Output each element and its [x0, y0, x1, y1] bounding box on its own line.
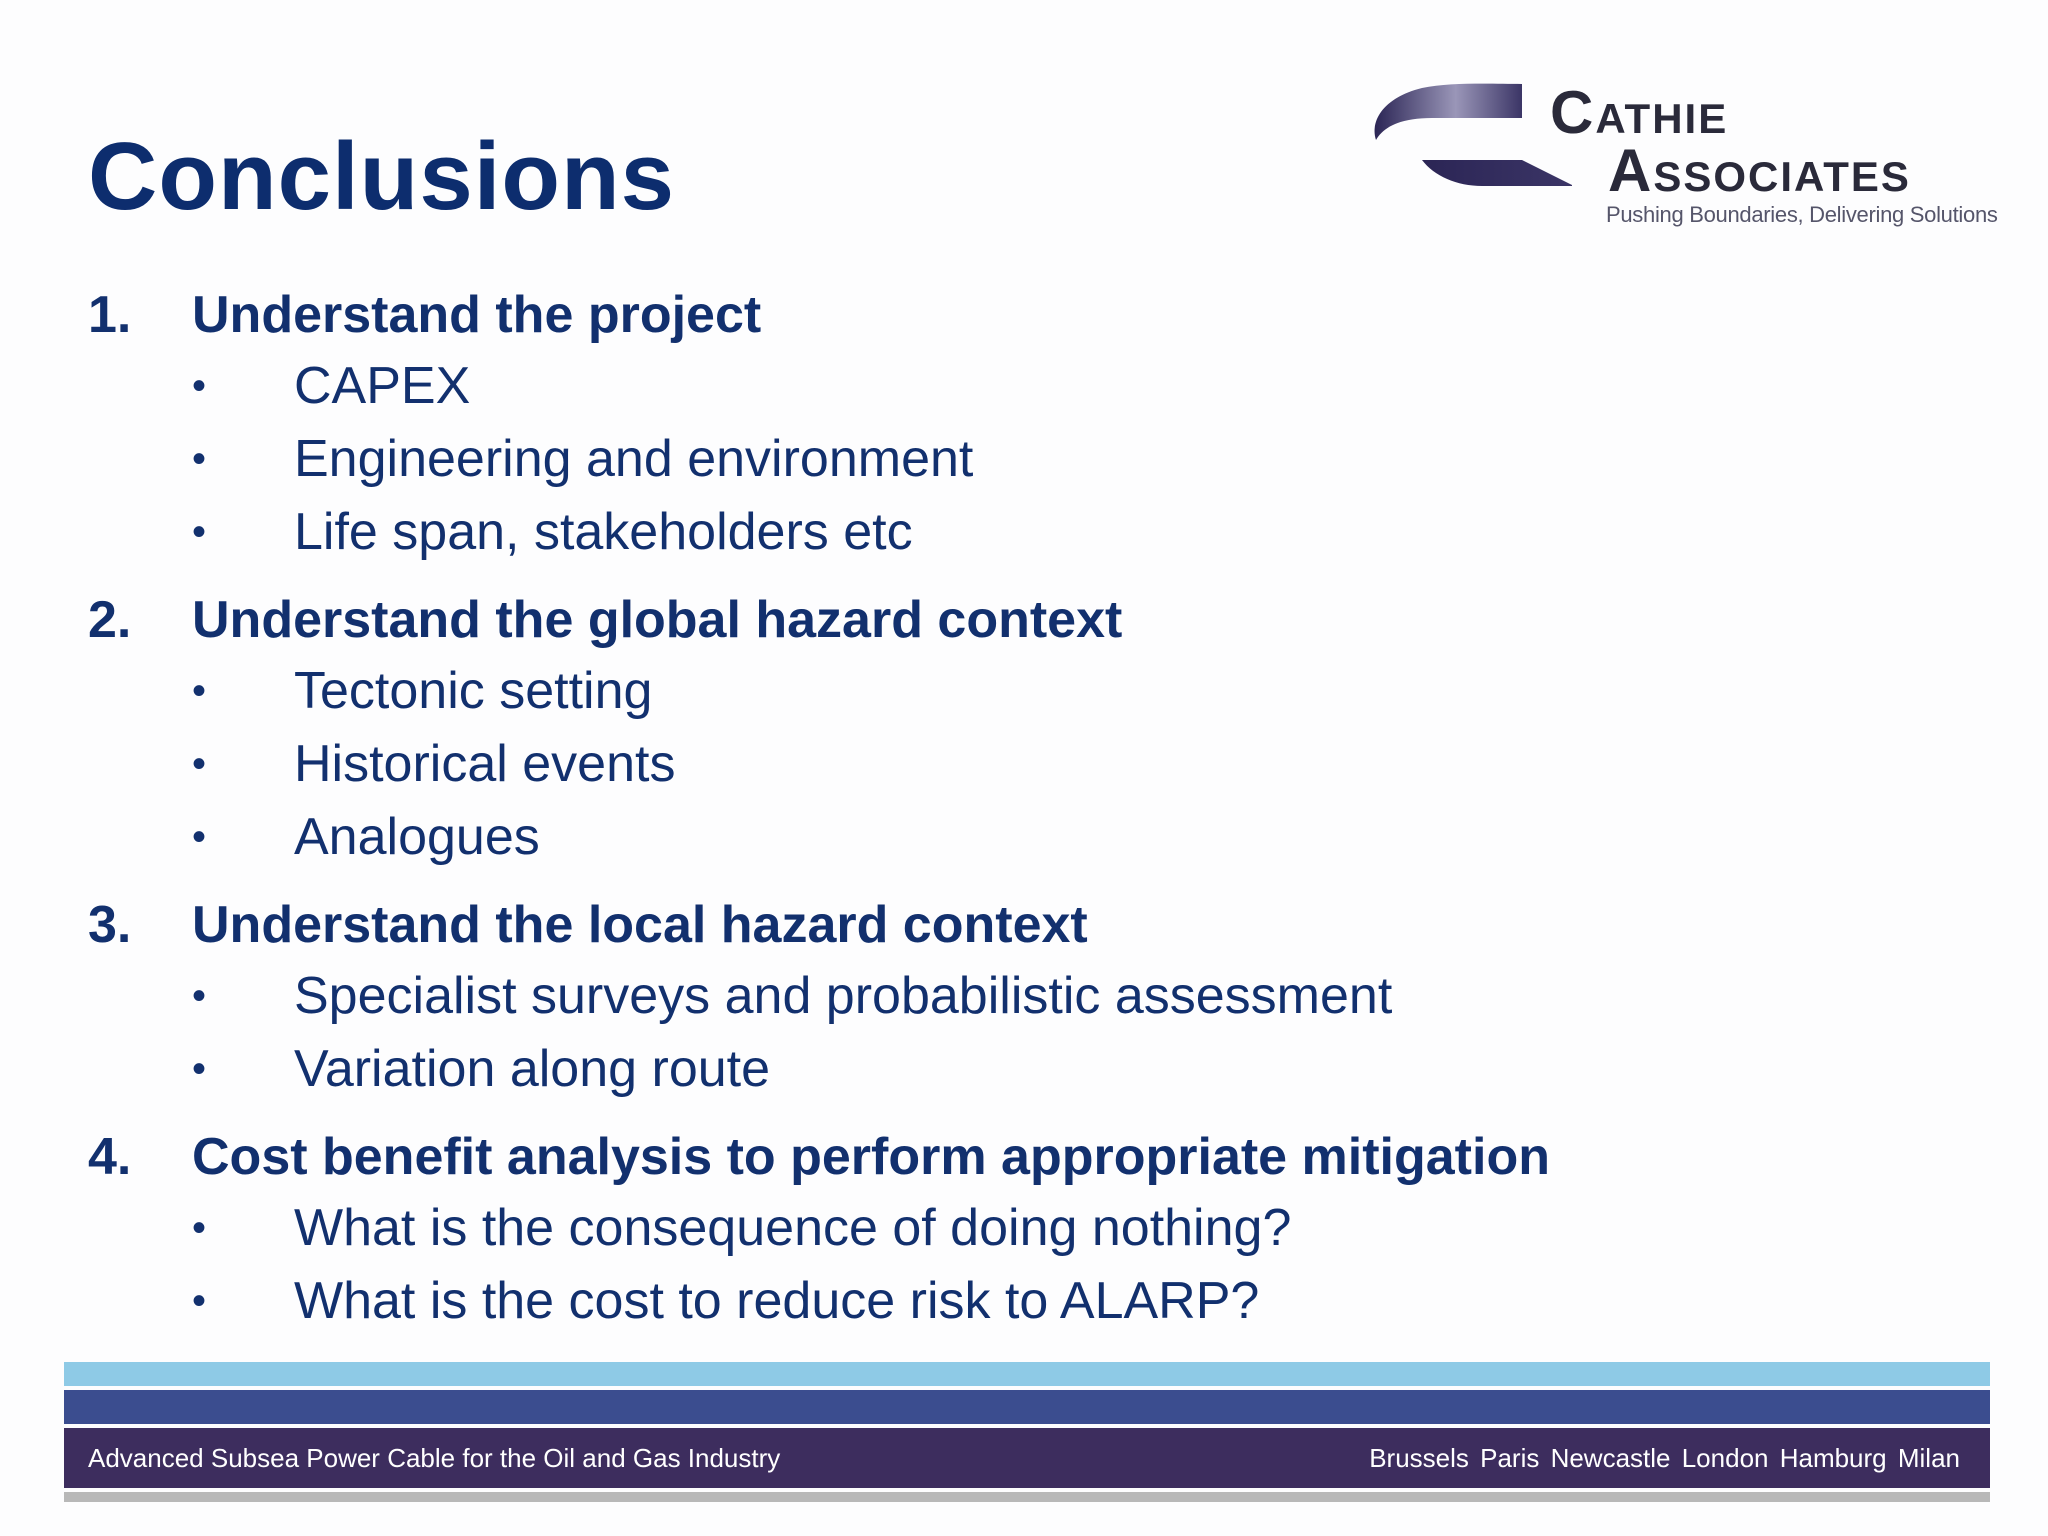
footer-band-mid: [64, 1390, 1990, 1424]
section-heading: [88, 890, 1968, 960]
list-item: [88, 728, 1968, 801]
conclusion-section-3: [88, 890, 1968, 1106]
footer-band-bottom: [64, 1492, 1990, 1502]
page-title: Conclusions: [88, 123, 676, 230]
section-label: Understand the project: [192, 286, 762, 344]
section-label: Understand the local hazard context: [192, 896, 1088, 954]
bullet-icon: •: [192, 815, 207, 859]
swoosh-logo-icon: [1362, 78, 1572, 188]
bullet-icon: •: [192, 364, 207, 408]
conclusion-section-2: [88, 585, 1968, 874]
list-item-label: Engineering and environment: [294, 430, 974, 488]
list-item-label: Specialist surveys and probabilistic assessment: [294, 967, 1393, 1025]
company-logo: [1362, 78, 1998, 238]
footer-band-light: [64, 1362, 1990, 1386]
logo-tagline: Pushing Boundaries, Delivering Solutions: [1606, 202, 1998, 227]
list-item: [88, 1033, 1968, 1106]
logo-line-2: Associates: [1608, 137, 1911, 204]
list-item: [88, 496, 1968, 569]
section-number: 4.: [88, 1128, 132, 1186]
logo-line-1: Cathie: [1550, 79, 1729, 146]
section-heading: [88, 280, 1968, 350]
list-item: [88, 1192, 1968, 1265]
section-label: Cost benefit analysis to perform appropriate mitigation: [192, 1128, 1550, 1186]
section-heading: [88, 1122, 1968, 1192]
section-number: 2.: [88, 591, 132, 649]
list-item: [88, 350, 1968, 423]
list-item-label: What is the consequence of doing nothing?: [294, 1199, 1292, 1257]
bullet-icon: •: [192, 742, 207, 786]
bullet-icon: •: [192, 1047, 207, 1091]
bullet-icon: •: [192, 669, 207, 713]
bullet-icon: •: [192, 974, 207, 1018]
footer-presentation-title: Advanced Subsea Power Cable for the Oil and Gas Industry: [88, 1443, 781, 1473]
list-item: [88, 655, 1968, 728]
list-item: [88, 801, 1968, 874]
list-item: [88, 423, 1968, 496]
bullet-icon: •: [192, 437, 207, 481]
list-item-label: Tectonic setting: [294, 662, 653, 720]
footer-bar: [64, 1428, 1990, 1488]
list-item-label: CAPEX: [294, 357, 471, 415]
section-number: 1.: [88, 286, 132, 344]
list-item-label: Historical events: [294, 735, 676, 793]
section-number: 3.: [88, 896, 132, 954]
conclusion-section-4: [88, 1122, 1968, 1338]
conclusion-section-1: [88, 280, 1968, 569]
list-item-label: Life span, stakeholders etc: [294, 503, 913, 561]
list-item-label: Analogues: [294, 808, 540, 866]
bullet-icon: •: [192, 510, 207, 554]
conclusions-list: [88, 280, 1968, 1338]
bullet-icon: •: [192, 1206, 207, 1250]
list-item: [88, 1265, 1968, 1338]
list-item-label: What is the cost to reduce risk to ALARP?: [294, 1272, 1260, 1330]
bullet-icon: •: [192, 1279, 207, 1323]
list-item-label: Variation along route: [294, 1040, 771, 1098]
list-item: [88, 960, 1968, 1033]
section-heading: [88, 585, 1968, 655]
footer-office-locations: Brussels Paris Newcastle London Hamburg Milan: [1369, 1443, 1960, 1473]
section-label: Understand the global hazard context: [192, 591, 1123, 649]
